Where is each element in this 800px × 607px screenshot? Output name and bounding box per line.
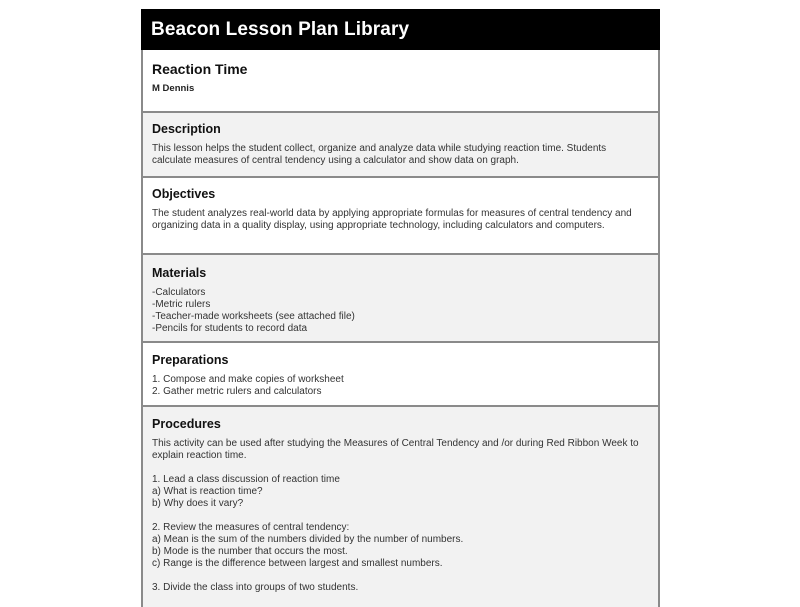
procedures-section xyxy=(143,407,658,607)
description-line: This lesson helps the student collect, organize and analyze data while studying reaction time. Students xyxy=(152,143,607,154)
procedures-step-line: 1. Lead a class discussion of reaction time xyxy=(152,474,340,485)
procedures-step-line: a) What is reaction time? xyxy=(152,486,263,497)
site-header xyxy=(141,9,660,50)
lesson-author: M Dennis xyxy=(152,83,195,94)
procedures-step-line: 3. Divide the class into groups of two students. xyxy=(152,582,359,593)
materials-section xyxy=(143,255,658,343)
preparations-section xyxy=(143,343,658,407)
objectives-text xyxy=(152,208,649,232)
preparations-heading: Preparations xyxy=(152,353,229,367)
procedures-intro-line: explain reaction time. xyxy=(152,450,247,461)
materials-item: -Metric rulers xyxy=(152,299,211,310)
objectives-line: organizing data in a quality display, using appropriate technology, including calculators and computers. xyxy=(152,220,605,231)
procedures-step-line: 2. Review the measures of central tendency: xyxy=(152,522,350,533)
lesson-title-section xyxy=(143,50,658,113)
materials-heading: Materials xyxy=(152,266,207,280)
materials-list xyxy=(152,287,649,335)
preparations-list xyxy=(152,374,649,398)
procedures-heading: Procedures xyxy=(152,417,221,431)
description-text xyxy=(152,143,649,167)
objectives-section xyxy=(143,178,658,255)
lesson-plan-page xyxy=(141,9,660,607)
objectives-heading: Objectives xyxy=(152,187,216,201)
materials-item: -Calculators xyxy=(152,287,206,298)
procedures-step-line: b) Why does it vary? xyxy=(152,498,244,509)
preparations-item: 1. Compose and make copies of worksheet xyxy=(152,374,344,385)
description-line: calculate measures of central tendency using a calculator and show data on graph. xyxy=(152,155,519,166)
materials-item: -Teacher-made worksheets (see attached file) xyxy=(152,311,355,322)
objectives-line: The student analyzes real-world data by applying appropriate formulas for measures of central tendency and xyxy=(152,208,632,219)
procedures-step-line: a) Mean is the sum of the numbers divided by the number of numbers. xyxy=(152,534,464,545)
description-section xyxy=(143,113,658,178)
procedures-step-line: c) Range is the difference between largest and smallest numbers. xyxy=(152,558,443,569)
materials-item: -Pencils for students to record data xyxy=(152,323,308,334)
description-heading: Description xyxy=(152,122,221,136)
preparations-item: 2. Gather metric rulers and calculators xyxy=(152,386,322,397)
lesson-title: Reaction Time xyxy=(152,61,248,77)
procedures-intro-line: This activity can be used after studying the Measures of Central Tendency and /or during Red Ribbon Week to xyxy=(152,438,639,449)
site-title: Beacon Lesson Plan Library xyxy=(151,18,410,40)
procedures-text xyxy=(152,438,649,594)
procedures-step-line: b) Mode is the number that occurs the most. xyxy=(152,546,348,557)
